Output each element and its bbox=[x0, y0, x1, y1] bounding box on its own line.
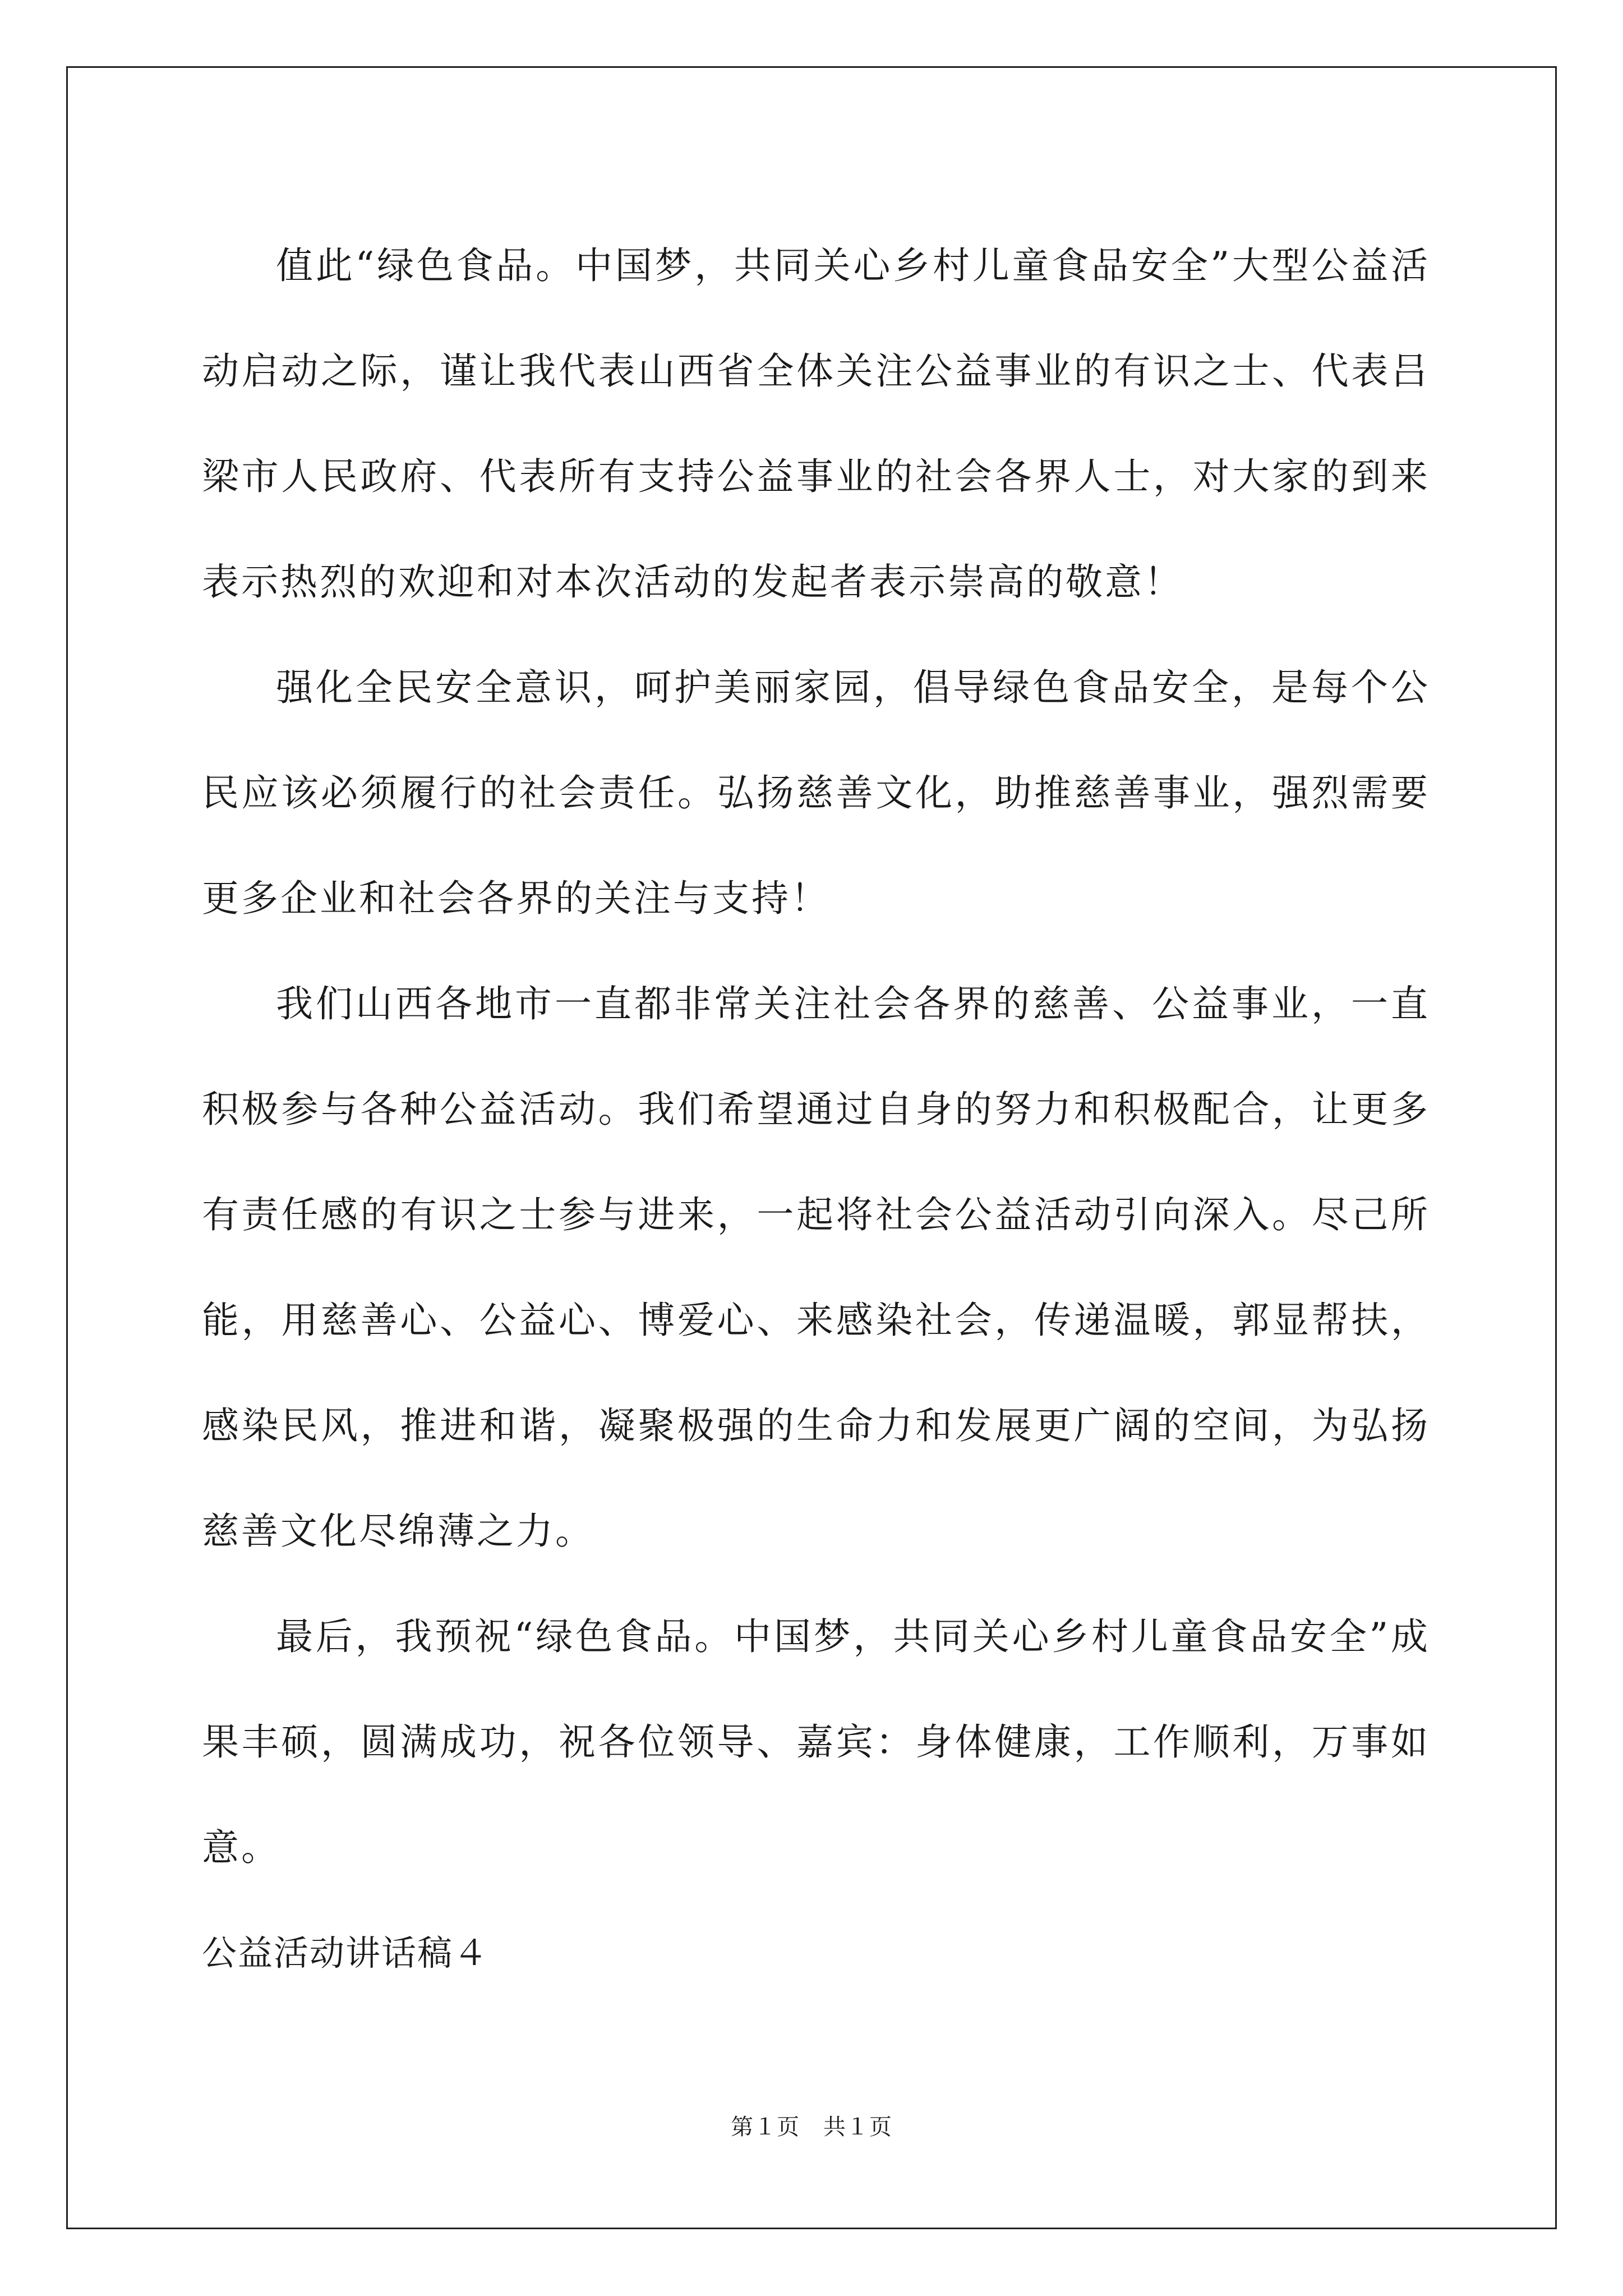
paragraph-2: 强化全民安全意识，呵护美丽家园，倡导绿色食品安全，是每个公民应该必须履行的社会责任。弘扬慈善文化，助推慈善事业，强烈需要更多企业和社会各界的关注与支持！ bbox=[202, 666, 1430, 920]
paragraph-3: 我们山西各地市一直都非常关注社会各界的慈善、公益事业，一直积极参与各种公益活动。我们希望通过自身的努力和积极配合，让更多有责任感的有识之士参与进来，一起将社会公益活动引向深入。尽己所能，用慈善心、公益心、博爱心、来感染社会，传递温暖，郭显帮扶，感染民风，推进和谐，凝聚极强的生命力和发展更广阔的空间，为弘扬慈善文化尽绵薄之力。 bbox=[202, 982, 1430, 1553]
paragraph-1: 值此“绿色食品。中国梦，共同关心乡村儿童食品安全”大型公益活动启动之际，谨让我代表山西省全体关注公益事业的有识之士、代表吕梁市人民政府、代表所有支持公益事业的社会各界人士，对大家的到来表示热烈的欢迎和对本次活动的发起者表示崇高的敬意！ bbox=[202, 244, 1430, 604]
page-number-total: 共１页 bbox=[823, 2114, 892, 2140]
paragraph-4: 最后，我预祝“绿色食品。中国梦，共同关心乡村儿童食品安全”成果丰硕，圆满成功，祝各位领导、嘉宾：身体健康，工作顺利，万事如意。 bbox=[202, 1615, 1430, 1869]
document-body bbox=[202, 213, 1430, 2006]
page-footer bbox=[0, 2109, 1623, 2141]
section-heading: 公益活动讲话稿４ bbox=[202, 1932, 490, 1973]
page-number-current: 第１页 bbox=[731, 2114, 800, 2140]
